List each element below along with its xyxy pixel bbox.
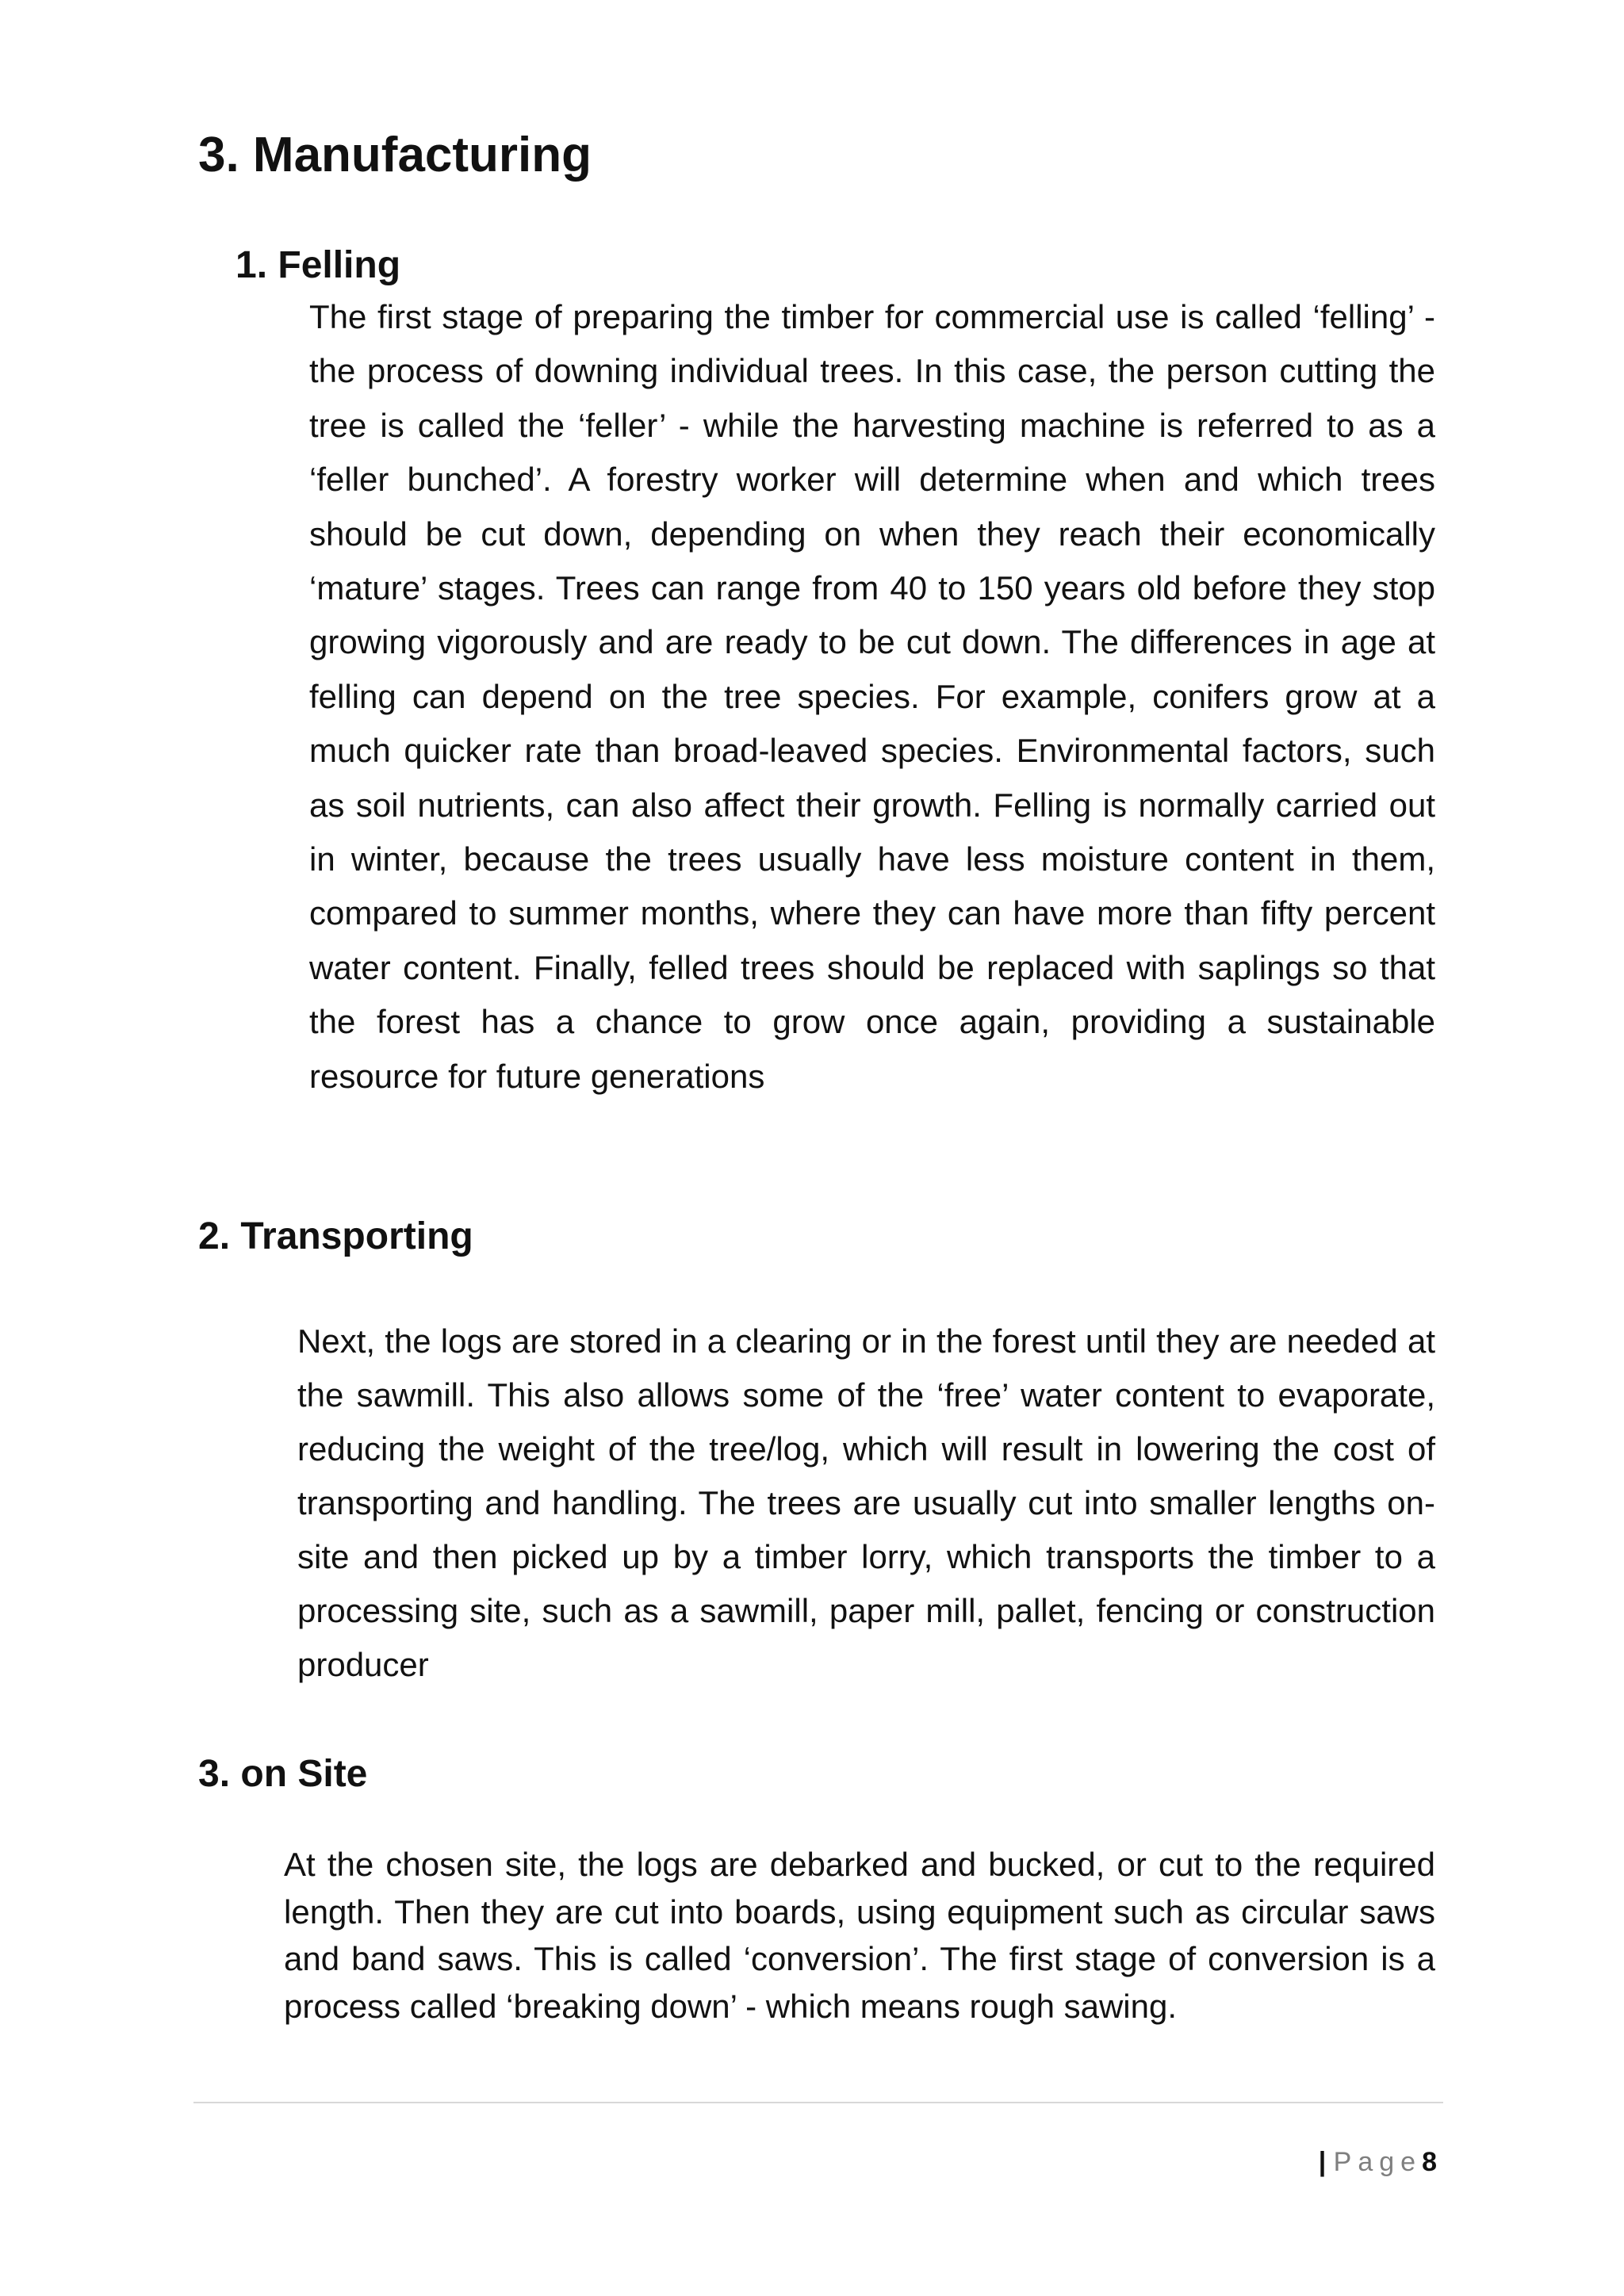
section-heading-on-site: 3. on Site bbox=[198, 1753, 368, 1795]
page-title: 3. Manufacturing bbox=[198, 128, 592, 182]
section-body-felling: The first stage of preparing the timber for commercial use is called ‘felling’ - the process of downing individual trees. In this case, the person cutting the tree is called the ‘feller’ - while the harvesting machine is referred to as a ‘feller bunched’. A forestry worker will determine when and which trees should be cut down, depending on when they reach their economically ‘mature’ stages. Trees can range from 40 to 150 years old before they stop growing vigorously and are ready to be cut down. The differences in age at felling can depend on the tree species. For example, conifers grow at a much quicker rate than broad-leaved species. Environmental factors, such as soil nutrients, can also affect their growth. Felling is normally carried out in winter, because the trees usually have less moisture content in them, compared to summer months, where they can have more than fifty percent water content. Finally, felled trees should be replaced with saplings so that the forest has a chance to grow once again, providing a sustainable resource for future generations bbox=[309, 298, 1435, 1095]
section-heading-transporting: 2. Transporting bbox=[198, 1215, 473, 1257]
page-footer bbox=[1319, 2145, 1437, 2179]
section-body-transporting: Next, the logs are stored in a clearing or in the forest until they are needed at the sawmill. This also allows some of the ‘free’ water content to evaporate, reducing the weight of the tree/log, which will result in lowering the cost of transporting and handling. The trees are usually cut into smaller lengths on-site and then picked up by a timber lorry, which transports the timber to a processing site, such as a sawmill, paper mill, pallet, fencing or construction producer bbox=[297, 1322, 1435, 1683]
footer-page-label: Page bbox=[1333, 2147, 1423, 2177]
page-number: 8 bbox=[1422, 2147, 1437, 2177]
section-body-on-site: At the chosen site, the logs are debarked and bucked, or cut to the required length. Then they are cut into boards, using equipment such as circular saws and band saws. This is called ‘conversion’. The first stage of conversion is a process called ‘breaking down’ - which means rough sawing. bbox=[284, 1846, 1435, 2025]
footer-divider bbox=[193, 2102, 1443, 2103]
section-heading-felling: 1. Felling bbox=[236, 244, 401, 286]
footer-separator: | bbox=[1318, 2147, 1327, 2177]
